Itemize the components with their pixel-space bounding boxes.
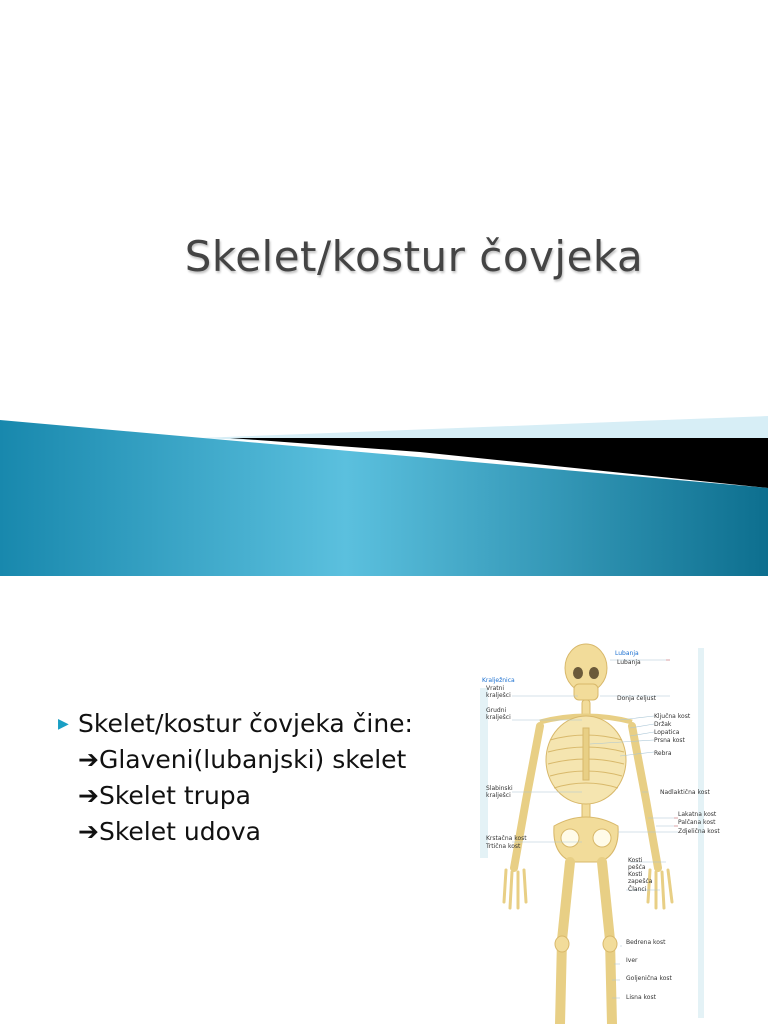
list-item-text: Skelet udova — [98, 817, 261, 846]
bullet-item-intro — [58, 706, 413, 742]
label-lisna-kost: Lisna kost — [626, 994, 656, 1001]
label-rebra: Rebra — [654, 750, 672, 757]
list-item-text: Glaveni(lubanjski) skelet — [98, 745, 407, 774]
label-držak: Držak — [654, 721, 672, 728]
bullet-list — [58, 706, 413, 850]
list-item-text: Skelet trupa — [98, 781, 251, 810]
label-vratni: Vratni — [486, 685, 505, 692]
header-spine-group: Kralježnica — [482, 677, 515, 684]
arrow-right-icon: ➔ — [78, 745, 99, 774]
label-iver: Iver — [626, 957, 638, 964]
label-slabinski: Slabinski — [486, 785, 513, 792]
label-članci: Članci — [628, 886, 647, 893]
slide-title: Skelet/kostur čovjeka — [184, 232, 644, 281]
label-palčana-kost: Palčana kost — [678, 819, 716, 826]
label-kralješci-grudni: kralješci — [486, 714, 511, 721]
list-item — [58, 814, 413, 850]
label-lakatna-kost: Lakatna kost — [678, 811, 717, 818]
bullet-intro-text: Skelet/kostur čovjeka čine: — [78, 709, 413, 738]
label-nadlaktična-kost: Nadlaktična kost — [660, 789, 710, 796]
label-grudni: Grudni — [486, 707, 507, 714]
list-item — [58, 778, 413, 814]
label-kosti-pešća-2: pešća — [628, 864, 646, 871]
label-ključna-kost: Ključna kost — [654, 713, 691, 720]
label-trtična-kost: Trtična kost — [486, 843, 521, 850]
label-lubanja: Lubanja — [617, 659, 641, 666]
header-skull-group: Lubanja — [615, 650, 639, 657]
list-item — [58, 742, 413, 778]
label-goljenična-kost: Goljenična kost — [626, 975, 672, 982]
label-kralješci-slabinski: kralješci — [486, 792, 511, 799]
label-kralješci-vratni: kralješci — [486, 692, 511, 699]
triangle-bullet-icon: ▶ — [58, 716, 69, 732]
arrow-right-icon: ➔ — [78, 781, 99, 810]
label-kosti-zapešća-1: Kosti — [628, 871, 643, 878]
label-lopatica: Lopatica — [654, 729, 680, 736]
label-donja-čeljust: Donja čeljust — [617, 695, 656, 702]
label-prsna-kost: Prsna kost — [654, 737, 685, 744]
label-krstačna-kost: Krstačna kost — [486, 835, 527, 842]
label-kosti-pešća-1: Kosti — [628, 857, 643, 864]
decorative-band — [0, 412, 768, 578]
label-kosti-zapešća-2: zapešća — [628, 878, 653, 885]
arrow-right-icon: ➔ — [78, 817, 99, 846]
skeleton-diagram — [470, 640, 720, 1024]
label-zdjelična-kost: Zdjelična kost — [678, 828, 720, 835]
label-bedrena-kost: Bedrena kost — [626, 939, 666, 946]
